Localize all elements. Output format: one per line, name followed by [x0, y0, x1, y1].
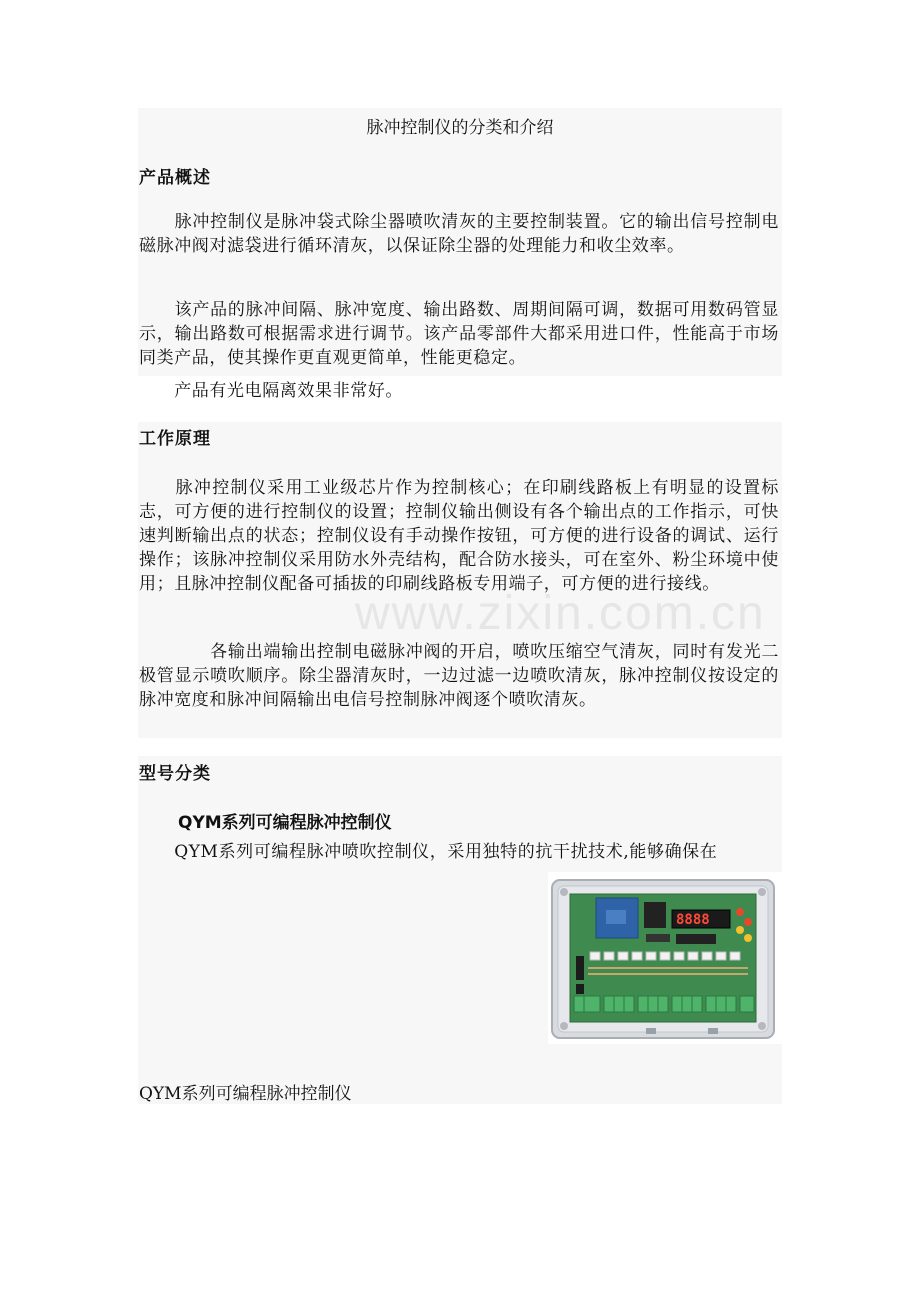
section-heading-overview: 产品概述	[139, 168, 211, 188]
overview-paragraph-1: 脉冲控制仪是脉冲袋式除尘器喷吹清灰的主要控制装置。它的输出信号控制电磁脉冲阀对滤袋进行循环清灰，以保证除尘器的处理能力和收尘效率。	[139, 212, 779, 256]
display-digits: 8888	[676, 912, 710, 928]
principle-paragraph-1: 脉冲控制仪采用工业级芯片作为控制核心；在印刷线路板上有明显的设置标志，可方便的进行控制仪的设置；控制仪输出侧设有各个输出点的工作指示，可快速判断输出点的状态；控制仪设有手动操作按钮，可方便的进行设备的调试、运行操作；该脉冲控制仪采用防水外壳结构，配合防水接头，可在室外、粉尘环境中使用；且脉冲控制仪配备可插拔的印刷线路板专用端子，可方便的进行接线。	[139, 478, 779, 594]
section-heading-models: 型号分类	[139, 764, 211, 784]
watermark: www.zixin.com.cn	[355, 587, 766, 640]
overview-paragraph-2: 该产品的脉冲间隔、脉冲宽度、输出路数、周期间隔可调，数据可用数码管显示，输出路数可根据需求进行调节。该产品零部件大都采用进口件，性能高于市场同类产品，使其操作更直观更简单，性能更稳定。	[139, 300, 779, 368]
product-image	[548, 872, 782, 1044]
product-image-caption: QYM系列可编程脉冲控制仪	[139, 1084, 352, 1104]
page-title: 脉冲控制仪的分类和介绍	[366, 118, 554, 138]
pulse-controller-illustration	[548, 872, 782, 1044]
overview-paragraph-3: 产品有光电隔离效果非常好。	[139, 381, 403, 401]
section-heading-principle: 工作原理	[139, 429, 211, 449]
models-paragraph-1: QYM系列可编程脉冲喷吹控制仪，采用独特的抗干扰技术,能够确保在	[139, 842, 718, 862]
principle-paragraph-2: 各输出端输出控制电磁脉冲阀的开启，喷吹压缩空气清灰，同时有发光二极管显示喷吹顺序。除尘器清灰时，一边过滤一边喷吹清灰，脉冲控制仪按设定的脉冲宽度和脉冲间隔输出电信号控制脉冲阀逐个喷吹清灰。	[139, 642, 779, 710]
model-sub-heading: QYM系列可编程脉冲控制仪	[178, 813, 392, 833]
